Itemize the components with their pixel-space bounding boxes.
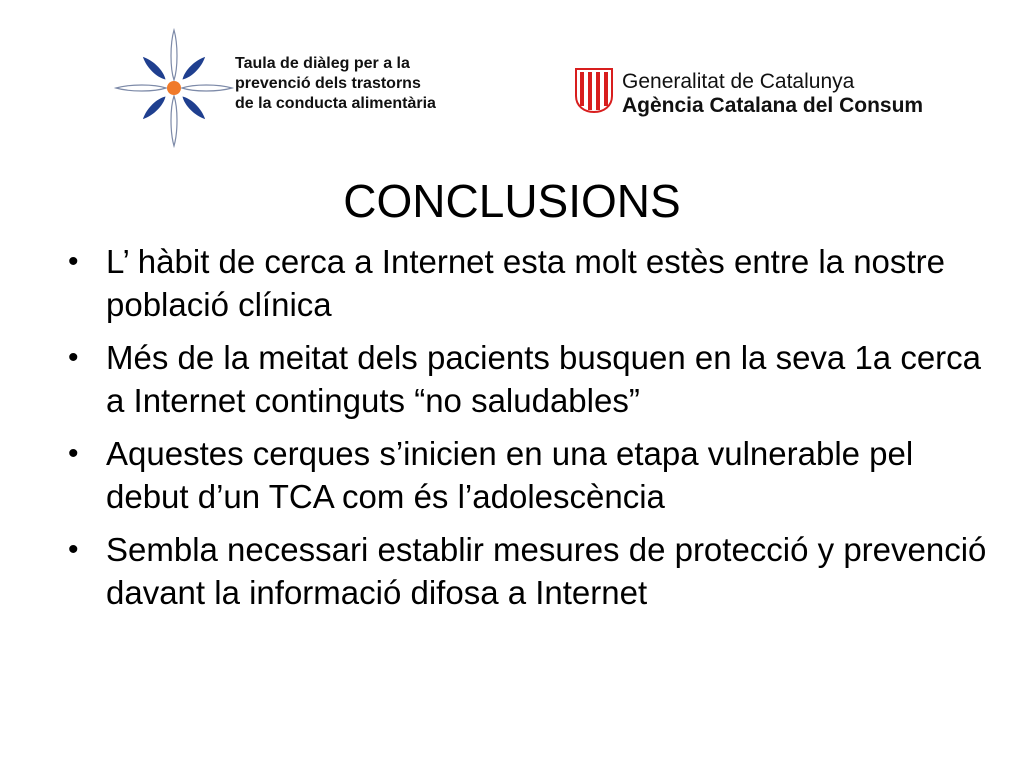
bullet-text: Més de la meitat dels pacients busquen en la seva 1a cerca a Internet continguts “no saludables” <box>106 339 982 419</box>
list-item <box>68 528 988 614</box>
catalan-seal-icon <box>574 66 614 114</box>
generalitat-name: Generalitat de Catalunya <box>622 70 855 93</box>
list-item <box>68 336 988 422</box>
starburst-logo-icon <box>112 24 236 152</box>
generalitat-text <box>622 70 923 118</box>
conclusions-list <box>68 240 988 624</box>
logo-left-line-3: de la conducta alimentària <box>235 95 436 112</box>
generalitat-logo <box>574 66 934 120</box>
logo-left-line-1: Taula de diàleg per a la <box>235 55 410 72</box>
bullet-text: Sembla necessari establir mesures de protecció y prevenció davant la informació difosa a Internet <box>106 531 987 611</box>
bullet-text: Aquestes cerques s’inicien en una etapa vulnerable pel debut d’un TCA com és l’adolescència <box>106 435 914 515</box>
bullet-icon: • <box>68 341 79 374</box>
logo-left-line-2: prevenció dels trastorns <box>235 75 421 92</box>
bullet-icon: • <box>68 533 79 566</box>
bullet-icon: • <box>68 245 79 278</box>
taula-dialeg-logo <box>112 24 472 152</box>
list-item <box>68 240 988 326</box>
list-item <box>68 432 988 518</box>
bullet-icon: • <box>68 437 79 470</box>
slide-title: CONCLUSIONS <box>343 175 681 227</box>
agency-name: Agència Catalana del Consum <box>622 94 924 117</box>
taula-dialeg-text <box>235 54 436 114</box>
bullet-text: L’ hàbit de cerca a Internet esta molt estès entre la nostre població clínica <box>106 243 945 323</box>
